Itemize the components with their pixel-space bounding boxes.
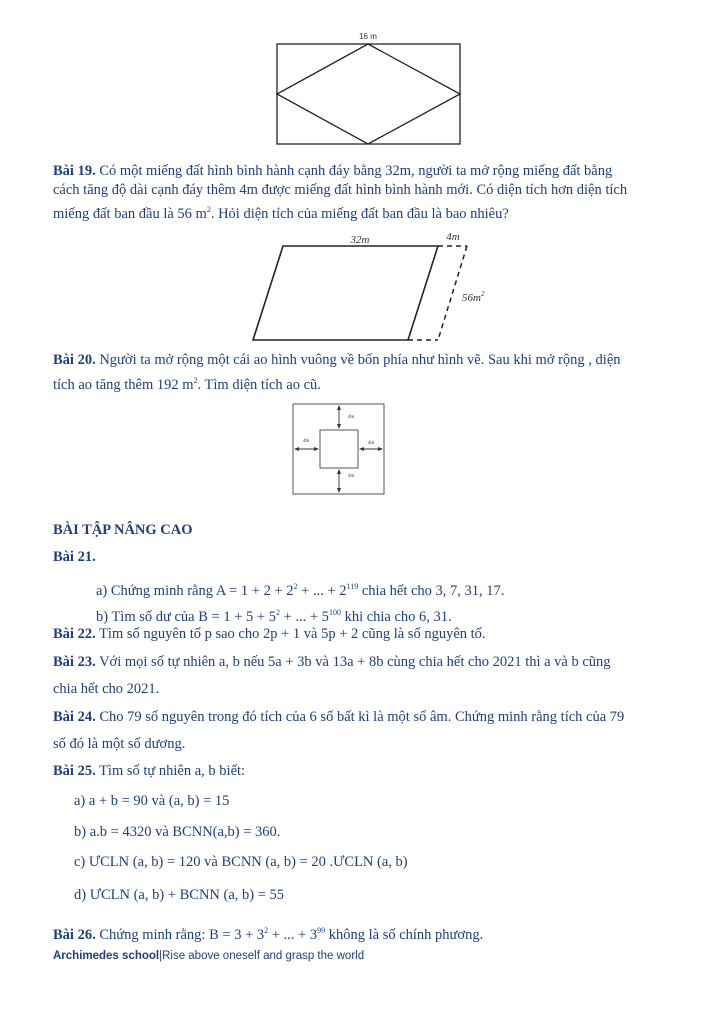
b20-text-1: Người ta mở rộng một cái ao hình vuông về bốn phía như hình vẽ. Sau khi mở rộng , diện (99, 352, 621, 368)
arrow-left-head-1 (294, 447, 299, 451)
b25-part-b: b) a.b = 4320 và BCNN(a,b) = 360. (74, 824, 281, 840)
arrow-right-head-1 (359, 447, 364, 451)
b21-label: Bài 21. (53, 549, 96, 565)
b24-text-1: Cho 79 số nguyên trong đó tích của 6 số bất kì là một số âm. Chứng minh rằng tích của 79 (99, 709, 625, 725)
b25-text: Tìm số tự nhiên a, b biết: (99, 763, 246, 779)
page-footer (53, 950, 364, 962)
b20-text-2a: tích ao tăng thêm (53, 376, 154, 393)
b22-label: Bài 22. (53, 626, 96, 642)
b23-line-2 (53, 680, 159, 698)
b19-text-3a: miếng đất ban đầu là (53, 205, 174, 222)
top-width-label: 4m (347, 415, 355, 420)
b21-line (53, 548, 96, 566)
right-width-label: 4m (367, 441, 375, 446)
b20-text-2c: . Tìm diện tích ao cũ. (197, 376, 321, 393)
b24-line-2 (53, 735, 185, 753)
base-label: 32m (350, 234, 370, 246)
footer-motto: |Rise above oneself and grasp the world (159, 950, 365, 962)
b21-expression-a: $A = 1 + 2 + 2^2$ + ... + $2^{119}$ (215, 582, 359, 599)
arrow-right-head-2 (378, 447, 383, 451)
left-width-label: 4m (302, 439, 310, 444)
b23-text-2: chia hết cho 2021. (53, 681, 160, 697)
added-area-label: $56m^2$ (462, 290, 485, 304)
arrow-top-head-2 (337, 424, 341, 429)
b24-label: Bài 24. (53, 709, 96, 725)
b19-text-1: Có một miếng đất hình bình hành cạnh đáy bằng 32m, người ta mở rộng miếng đất bằng (99, 163, 613, 179)
b26-expression: $B = 3 + 3^2$ + ... + $3^{99}$ (209, 926, 326, 943)
b23-line-1 (53, 653, 611, 671)
rectangle-width-label: 16 m (359, 32, 377, 41)
b19-area-value: 56 $m^2$ (177, 205, 211, 222)
b19-label: Bài 19. (53, 163, 96, 179)
b24-text-2: số đó là một số dương. (53, 736, 186, 752)
b19-text-3c: . Hỏi diện tích của miếng đất ban đầu là bao nhiêu? (210, 205, 509, 222)
b22-line (53, 625, 486, 643)
b24-line-1 (53, 708, 624, 726)
extension-label: 4m (446, 231, 460, 243)
b20-label: Bài 20. (53, 352, 96, 368)
arrow-bottom-head-2 (337, 488, 341, 493)
arrow-left-head-2 (314, 447, 319, 451)
b20-area-value: 192 $m^2$ (156, 376, 198, 393)
b22-text: Tìm số nguyên tố p sao cho 2p + 1 và 5p + 2 cũng là số nguyên tố. (99, 626, 486, 642)
b23-label: Bài 23. (53, 654, 96, 670)
b26-label: Bài 26. (53, 926, 96, 943)
arrow-top-head-1 (337, 405, 341, 410)
bottom-width-label: 4m (347, 474, 355, 479)
b21-part-b: b) Tìm số dư của $B = 1 + 5 + 5^2$ + ... + $5^{100}$ khi chia cho 6, 31. (96, 608, 452, 625)
b21-part-a: a) Chứng minh rằng $A = 1 + 2 + 2^2$ + ... + $2^{119}$ chia hết cho 3, 7, 31, 17. (96, 582, 505, 599)
b25-part-a: a) a + b = 90 và (a, b) = 15 (74, 793, 230, 809)
b25-part-c: c) ƯCLN (a, b) = 120 và BCNN (a, b) = 20 .ƯCLN (a, b) (74, 854, 408, 870)
b21-expression-b: $B = 1 + 5 + 5^2$ + ... + $5^{100}$ (198, 608, 341, 625)
arrow-bottom-head-1 (337, 469, 341, 474)
b19-text-2: cách tăng độ dài cạnh đáy thêm 4m được miếng đất hình bình hành mới. Có diện tích hơn diện tích (53, 182, 628, 198)
b25-part-d: d) ƯCLN (a, b) + BCNN (a, b) = 55 (74, 887, 285, 903)
b23-text-1: Với mọi số tự nhiên a, b nếu 5a + 3b và 13a + 8b cùng chia hết cho 2021 thì a và b cũng (99, 654, 611, 670)
b25-line (53, 762, 245, 780)
b25-label: Bài 25. (53, 763, 96, 779)
inner-square (320, 430, 358, 468)
pond-figure (0, 0, 724, 500)
section-heading: BÀI TẬP NÂNG CAO (53, 522, 193, 538)
footer-school: Archimedes school (53, 950, 160, 962)
b26-line: Bài 26. Chứng minh rằng: $B = 3 + 3^2$ + ... + $3^{99}$ không là số chính phương. (53, 926, 484, 943)
